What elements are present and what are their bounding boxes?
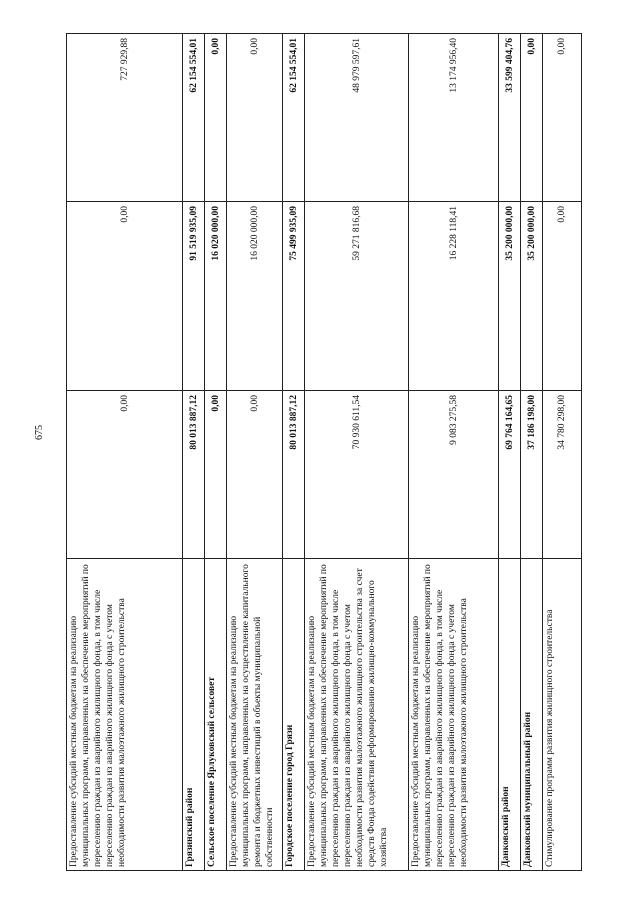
table-row [499, 34, 521, 871]
row-value-3: 48 979 597,61 [305, 34, 409, 202]
row-value-1: 0,00 [205, 391, 227, 559]
table-row [227, 34, 283, 871]
row-description: Городское поселение город Грязи [283, 559, 305, 871]
row-value-3: 33 599 404,76 [499, 34, 521, 202]
table-row [283, 34, 305, 871]
row-value-2: 75 499 935,09 [283, 202, 305, 391]
row-value-2: 0,00 [67, 202, 183, 391]
rotated-table-wrapper [66, 34, 581, 871]
row-description: Предоставление субсидий местным бюджетам на реализацию муниципальных программ, направленных на обеспечение мероприятий по переселению граждан из аварийного жилищного фонда, в том числе переселению граждан из аварийного жилищного фонда с учетом необходимости развития малоэтажного жилищного строительства [409, 559, 499, 871]
table-row [183, 34, 205, 871]
row-value-1: 80 013 887,12 [183, 391, 205, 559]
row-value-2: 0,00 [543, 202, 582, 391]
row-value-1: 34 780 298,00 [543, 391, 582, 559]
row-value-3: 0,00 [521, 34, 543, 202]
row-value-2: 35 200 000,00 [521, 202, 543, 391]
row-value-3: 0,00 [227, 34, 283, 202]
row-value-1: 69 764 164,65 [499, 391, 521, 559]
row-value-1: 70 930 611,54 [305, 391, 409, 559]
row-value-2: 35 200 000,00 [499, 202, 521, 391]
table-row [409, 34, 499, 871]
row-description: Сельское поселение Ярлуковский сельсовет [205, 559, 227, 871]
row-value-3: 727 929,88 [67, 34, 183, 202]
page-number: 675 [34, 425, 45, 440]
table-row [205, 34, 227, 871]
row-description: Предоставление субсидий местным бюджетам на реализацию муниципальных программ, направленных на обеспечение мероприятий по переселению граждан из аварийного жилищного фонда, в том числе переселению граждан из аварийного жилищного фонда с учетом необходимости развития малоэтажного жилищного строительства за счет средств Фонда содействия реформированию жилищно-коммунального хозяйства [305, 559, 409, 871]
row-value-3: 0,00 [205, 34, 227, 202]
row-description: Предоставление субсидий местным бюджетам на реализацию муниципальных программ, направленных на осуществление капитального ремонта и бюджетных инвестиций в объекты муниципальной собственности [227, 559, 283, 871]
table-body [67, 34, 582, 871]
row-value-2: 59 271 816,68 [305, 202, 409, 391]
row-value-2: 16 020 000,00 [205, 202, 227, 391]
row-value-1: 37 186 198,00 [521, 391, 543, 559]
row-value-3: 0,00 [543, 34, 582, 202]
row-value-3: 13 174 956,40 [409, 34, 499, 202]
row-description: Грязинский район [183, 559, 205, 871]
row-value-3: 62 154 554,01 [283, 34, 305, 202]
row-value-1: 0,00 [227, 391, 283, 559]
row-value-3: 62 154 554,01 [183, 34, 205, 202]
row-description: Данковский район [499, 559, 521, 871]
row-description: Стимулирование программ развития жилищного строительства [543, 559, 582, 871]
table-row [521, 34, 543, 871]
table-row [67, 34, 183, 871]
row-description: Данковский муниципальный район [521, 559, 543, 871]
row-description: Предоставление субсидий местным бюджетам на реализацию муниципальных программ, направленных на обеспечение мероприятий по переселению граждан из аварийного жилищного фонда, в том числе переселению граждан из аварийного жилищного фонда с учетом необходимости развития малоэтажного жилищного строительства [67, 559, 183, 871]
row-value-1: 9 083 275,58 [409, 391, 499, 559]
row-value-1: 0,00 [67, 391, 183, 559]
table-row [305, 34, 409, 871]
row-value-2: 91 519 935,09 [183, 202, 205, 391]
row-value-2: 16 228 118,41 [409, 202, 499, 391]
table-row [543, 34, 582, 871]
row-value-1: 80 013 887,12 [283, 391, 305, 559]
row-value-2: 16 020 000,00 [227, 202, 283, 391]
budget-table [66, 33, 582, 871]
